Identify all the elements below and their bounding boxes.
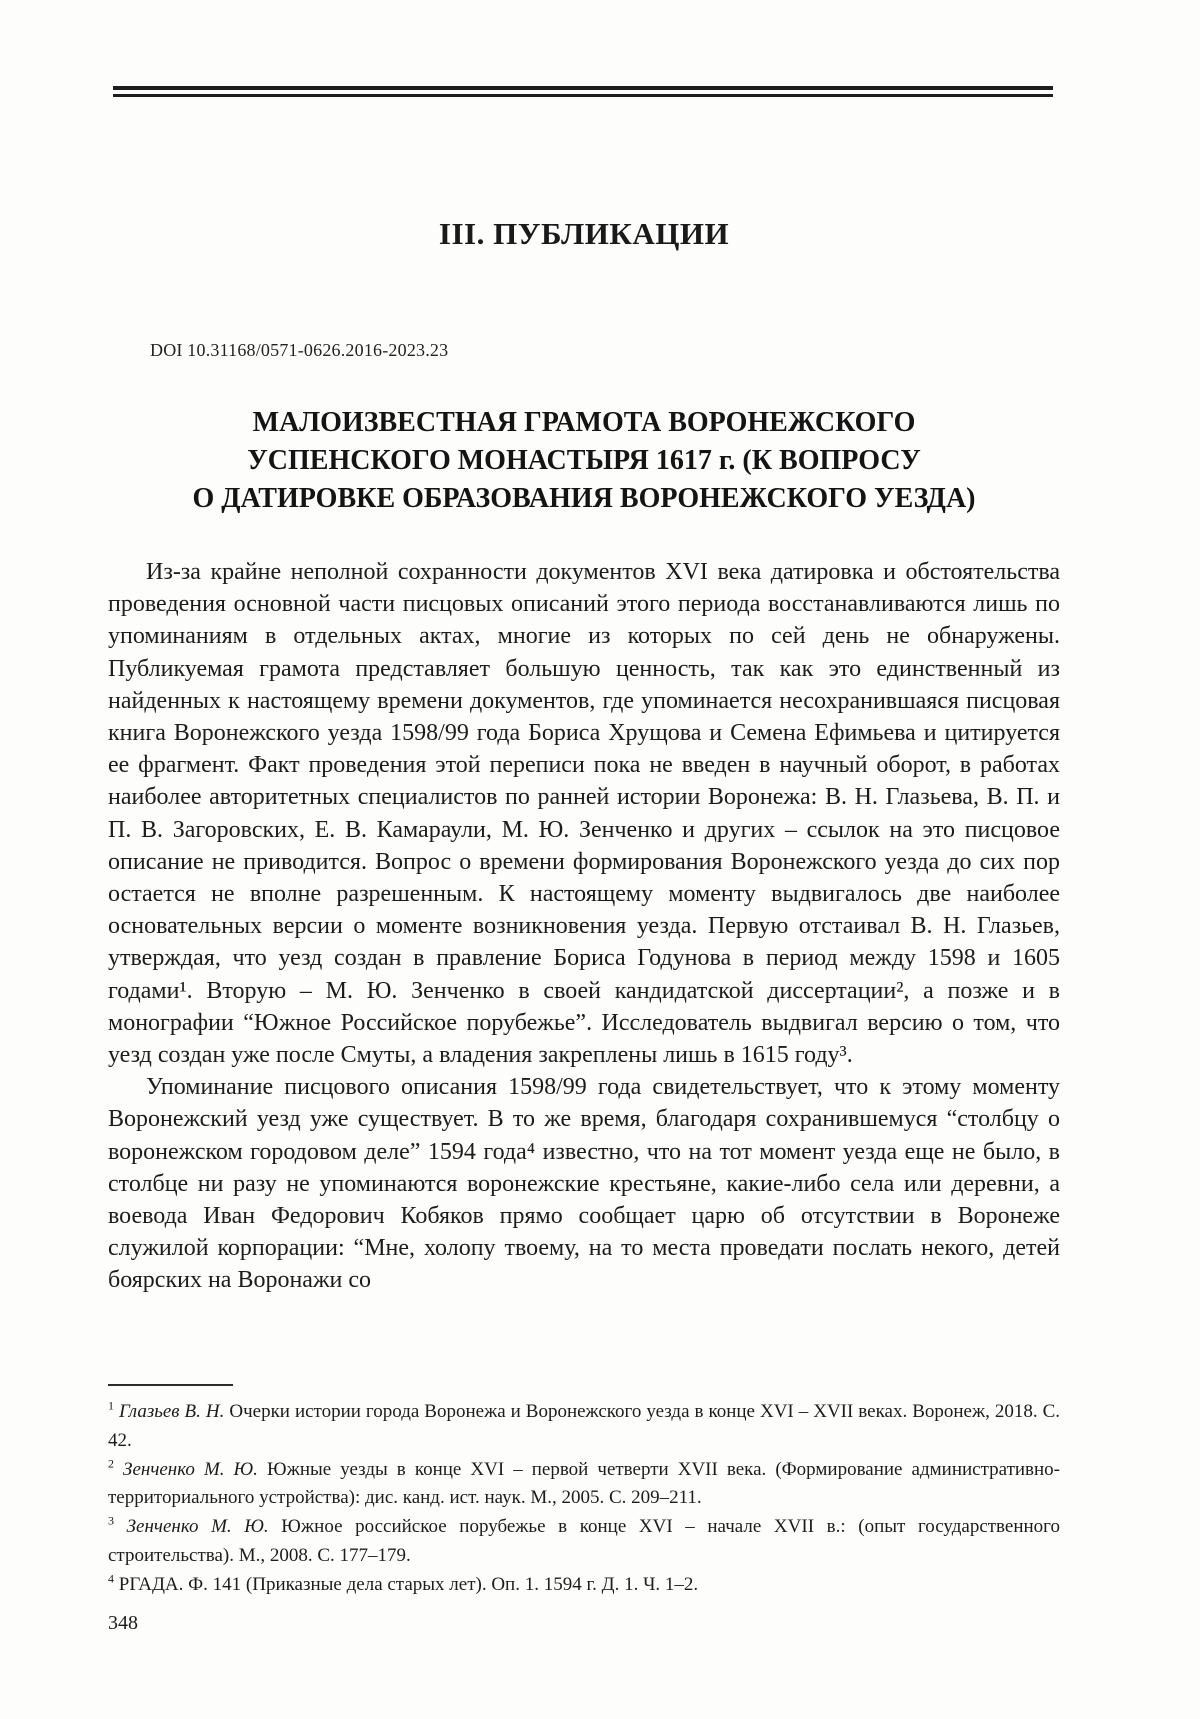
footnote-text: РГАДА. Ф. 141 (Приказные дела старых лет). Оп. 1. 1594 г. Д. 1. Ч. 1–2. [118, 1573, 699, 1595]
footnote-text: Южные уезды в конце XVI – первой четверти XVII века. (Формирование административно-территориального устройства): дис. канд. ист. наук. М., 2005. С. 209–211. [108, 1458, 1061, 1509]
body-paragraph: Упоминание писцового описания 1598/99 года свидетельствует, что к этому моменту Воронежский уезд уже существует. В то же время, благодаря сохранившемуся “столбцу о воронежском городовом деле” 1594 года⁴ известно, что на тот момент уезда еще не было, в столбце ни разу не упоминаются воронежские крестьяне, какие-либо села или деревни, а воевода Иван Федорович Кобяков прямо сообщает царю об отсутствии в Воронеже служилой корпорации: “Мне, холопу твоему, на то места проведати послать некого, детей боярских на Воронажи со [108, 1074, 1060, 1294]
footnote-separator [108, 1384, 233, 1386]
footnote-text: Южное российское порубежье в конце XVI – начале XVII в.: (опыт государственного строительства). М., 2008. С. 177–179. [108, 1516, 1061, 1566]
footnote [108, 1456, 1060, 1514]
body-paragraph: Из-за крайне неполной сохранности документов XVI века датировка и обстоятельства проведения основной части писцовых описаний этого периода восстанавливаются лишь по упоминаниям в отдельных актах, многие из которых по сей день не обнаружены. Публикуемая грамота представляет большую ценность, так как это единственный из найденных к настоящему времени документов, где упоминается несохранившаяся писцовая книга Воронежского уезда 1598/99 года Бориса Хрущова и Семена Ефимьева и цитируется ее фрагмент. Факт проведения этой переписи пока не введен в научный оборот, в работах наиболее авторитетных специалистов по ранней истории Воронежа: В. Н. Глазьева, В. П. и П. В. Загоровских, Е. В. Камараули, М. Ю. Зенченко и других – ссылок на это писцовое описание не приводится. Вопрос о времени формирования Воронежского уезда до сих пор остается не вполне разрешенным. К настоящему моменту выдвигалось две наиболее основательных версии о моменте возникновения уезда. Первую отстаивал В. Н. Глазьев, утверждая, что уезд создан в правление Бориса Годунова в период между 1598 и 1605 годами¹. Вторую – М. Ю. Зенченко в своей кандидатской диссертации², а позже и в монографии “Южное Российское порубежье”. Исследователь выдвигал версию о том, что уезд создан уже после Смуты, а владения закреплены лишь в 1615 году³. [108, 559, 1060, 1069]
footnote [108, 1571, 1060, 1600]
footnote-author: Глазьев В. Н. [119, 1401, 225, 1422]
article-title-line: УСПЕНСКОГО МОНАСТЫРЯ 1617 г. (К ВОПРОСУ [247, 445, 921, 476]
page-number: 348 [108, 1612, 138, 1634]
article-title-line: О ДАТИРОВКЕ ОБРАЗОВАНИЯ ВОРОНЕЖСКОГО УЕЗДА) [192, 483, 976, 514]
article-title-line: МАЛОИЗВЕСТНАЯ ГРАМОТА ВОРОНЕЖСКОГО [252, 407, 916, 438]
footnote-marker: 4 [108, 1571, 114, 1586]
article-body [108, 556, 1060, 1297]
footnotes-block [108, 1398, 1060, 1600]
page-content [108, 0, 1060, 1719]
footnote-author: Зенченко М. Ю. [126, 1516, 269, 1538]
article-title [108, 404, 1060, 518]
footnote-marker: 3 [108, 1513, 114, 1528]
footnote [108, 1513, 1060, 1571]
footnote-marker: 2 [108, 1456, 114, 1471]
footnote [108, 1398, 1060, 1456]
section-heading: III. ПУБЛИКАЦИИ [438, 216, 730, 251]
footnote-marker: 1 [108, 1398, 114, 1413]
footnote-text: Очерки истории города Воронежа и Воронежского уезда в конце XVI – XVII веках. Воронеж, 2018. С. 42. [108, 1401, 1061, 1451]
doi-label: DOI 10.31168/0571-0626.2016-2023.23 [150, 340, 449, 360]
footnote-author: Зенченко М. Ю. [123, 1458, 258, 1480]
